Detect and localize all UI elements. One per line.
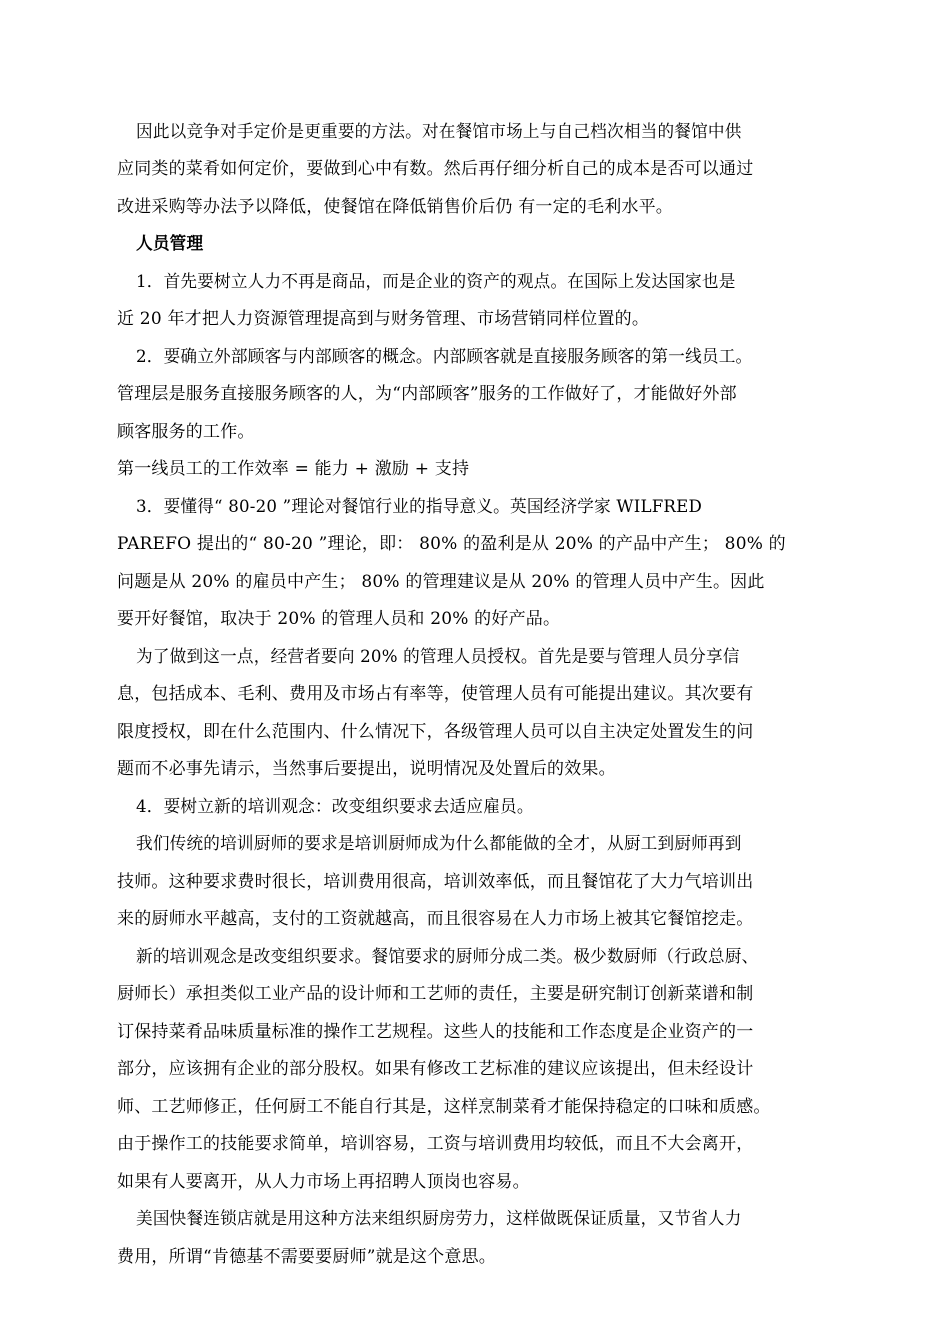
paragraph-line: 要开好餐馆，取决于 20% 的管理人员和 20% 的好产品。 xyxy=(117,609,561,629)
paragraph-line: 部分，应该拥有企业的部分股权。如果有修改工艺标准的建议应该提出，但未经设计 xyxy=(117,1059,754,1079)
paragraph-line: 4．要树立新的培训观念：改变组织要求去适应雇员。 xyxy=(136,797,534,817)
paragraph-line: 来的厨师水平越高，支付的工资就越高，而且很容易在人力市场上被其它餐馆挖走。 xyxy=(117,909,754,929)
formula-line: 第一线员工的工作效率 = 能力 + 激励 + 支持 xyxy=(117,459,470,479)
paragraph-line: 顾客服务的工作。 xyxy=(117,422,255,442)
paragraph-line: 近 20 年才把人力资源管理提高到与财务管理、市场营销同样位置的。 xyxy=(117,309,650,329)
section-heading: 人员管理 xyxy=(136,234,204,254)
paragraph-line: 如果有人要离开，从人力市场上再招聘人顶岗也容易。 xyxy=(117,1172,530,1192)
paragraph-line: 限度授权，即在什么范围内、什么情况下，各级管理人员可以自主决定处置发生的问 xyxy=(117,722,754,742)
paragraph-line: PAREFO 提出的“ 80-20 ”理论，即： 80% 的盈利是从 20% 的产品中产生； 80% 的 xyxy=(117,534,786,554)
paragraph-line: 技师。这种要求费时很长，培训费用很高，培训效率低，而且餐馆花了大力气培训出 xyxy=(117,872,754,892)
paragraph-line: 题而不必事先请示，当然事后要提出，说明情况及处置后的效果。 xyxy=(117,759,616,779)
paragraph-line: 2．要确立外部顾客与内部顾客的概念。内部顾客就是直接服务顾客的第一线员工。 xyxy=(136,347,753,367)
paragraph-line: 新的培训观念是改变组织要求。餐馆要求的厨师分成二类。极少数厨师（行政总厨、 xyxy=(136,947,759,967)
paragraph-line: 我们传统的培训厨师的要求是培训厨师成为什么都能做的全才，从厨工到厨师再到 xyxy=(136,834,742,854)
paragraph-line: 美国快餐连锁店就是用这种方法来组织厨房劳力，这样做既保证质量，又节省人力 xyxy=(136,1209,742,1229)
paragraph-line: 由于操作工的技能要求简单，培训容易，工资与培训费用均较低，而且不大会离开， xyxy=(117,1134,754,1154)
paragraph-line: 改进采购等办法予以降低，使餐馆在降低销售价后仍 有一定的毛利水平。 xyxy=(117,197,674,217)
paragraph-line: 管理层是服务直接服务顾客的人，为“内部顾客”服务的工作做好了，才能做好外部 xyxy=(117,384,737,404)
paragraph-line: 订保持菜肴品味质量标准的操作工艺规程。这些人的技能和工作态度是企业资产的一 xyxy=(117,1022,754,1042)
paragraph-line: 应同类的菜肴如何定价，要做到心中有数。然后再仔细分析自己的成本是否可以通过 xyxy=(117,159,754,179)
paragraph-line: 为了做到这一点，经营者要向 20% 的管理人员授权。首先是要与管理人员分享信 xyxy=(136,647,740,667)
paragraph-line: 息，包括成本、毛利、费用及市场占有率等，使管理人员有可能提出建议。其次要有 xyxy=(117,684,754,704)
paragraph-line: 3．要懂得“ 80-20 ”理论对餐馆行业的指导意义。英国经济学家 WILFRED xyxy=(136,497,703,517)
paragraph-line: 厨师长）承担类似工业产品的设计师和工艺师的责任，主要是研究制订创新菜谱和制 xyxy=(117,984,754,1004)
paragraph-line: 因此以竞争对手定价是更重要的方法。对在餐馆市场上与自己档次相当的餐馆中供 xyxy=(136,122,742,142)
paragraph-line: 问题是从 20% 的雇员中产生； 80% 的管理建议是从 20% 的管理人员中产生。因此 xyxy=(117,572,765,592)
paragraph-line: 师、工艺师修正，任何厨工不能自行其是，这样烹制菜肴才能保持稳定的口味和质感。 xyxy=(117,1097,771,1117)
paragraph-line: 1．首先要树立人力不再是商品，而是企业的资产的观点。在国际上发达国家也是 xyxy=(136,272,736,292)
paragraph-line: 费用，所谓“肯德基不需要要厨师”就是这个意思。 xyxy=(117,1247,496,1267)
